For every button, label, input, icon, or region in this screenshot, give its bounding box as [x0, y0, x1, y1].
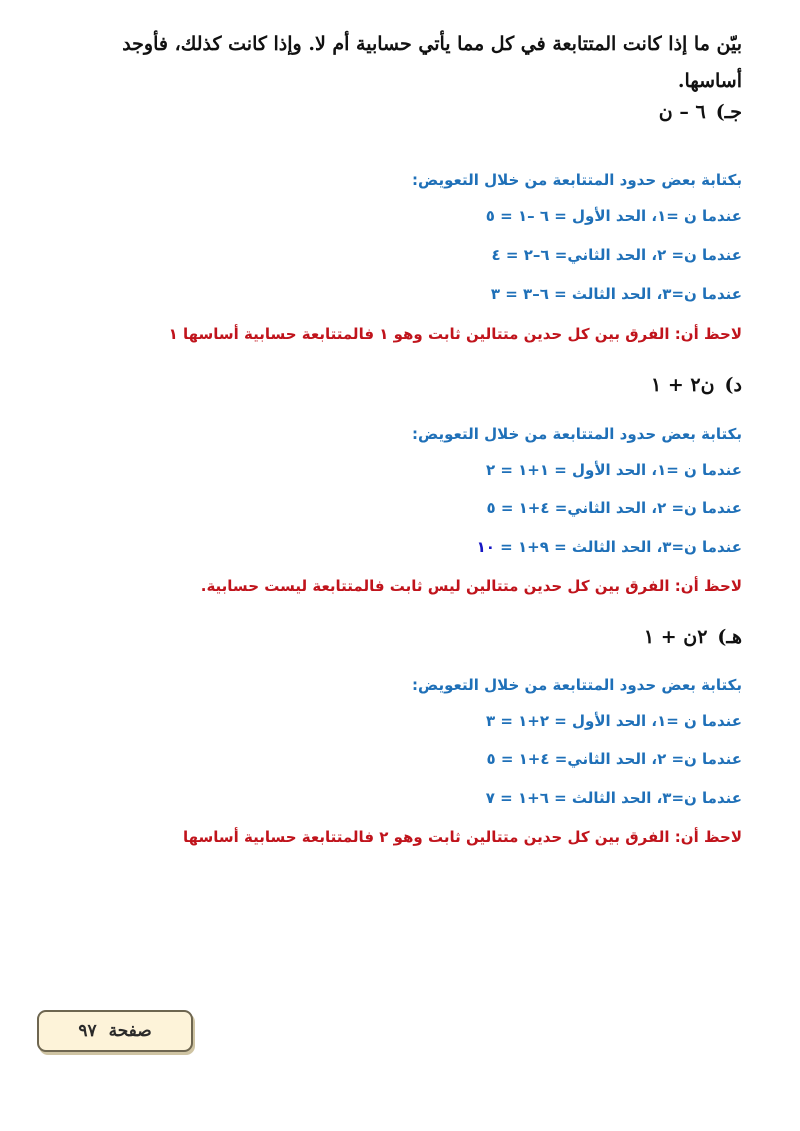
- part-e-note: لاحظ أن: الفرق بين كل حدين متتالين ثابت وهو ٢ فالمتتابعة حسابية أساسها: [182, 828, 742, 846]
- part-d-step-2: عندما ن= ٢، الحد الثاني= ٤+١ = ٥: [486, 499, 742, 517]
- part-c-step-1: عندما ن =١، الحد الأول = ٦ –١ = ٥: [485, 207, 742, 225]
- part-d-expression: ن٢ + ١: [651, 374, 715, 396]
- part-d-step-3: [477, 538, 742, 556]
- part-c-step-3: عندما ن=٣، الحد الثالث = ٦–٣ = ٣: [490, 285, 742, 303]
- part-e-step-1: عندما ن =١، الحد الأول = ٢+١ = ٣: [485, 712, 742, 730]
- part-d-step-3-text: عندما ن=٣، الحد الثالث = ٩+١ =: [494, 538, 742, 556]
- part-c-step-2: عندما ن= ٢، الحد الثاني= ٦–٢ = ٤: [491, 246, 742, 264]
- part-e-step-2: عندما ن= ٢، الحد الثاني= ٤+١ = ٥: [486, 750, 742, 768]
- part-d-step-3-value: ١٠: [476, 538, 495, 556]
- part-d-step-1: عندما ن =١، الحد الأول = ١+١ = ٢: [485, 461, 742, 479]
- part-c-heading: [659, 101, 742, 123]
- part-d-note: لاحظ أن: الفرق بين كل حدين متتالين ليس ثابت فالمتتابعة ليست حسابية.: [200, 577, 742, 595]
- part-e-intro: بكتابة بعض حدود المتتابعة من خلال التعويض:: [412, 676, 742, 694]
- part-d-heading: [651, 374, 742, 396]
- part-c-expression: ٦ – ن: [658, 101, 706, 123]
- part-e-step-3: عندما ن=٣، الحد الثالث = ٦+١ = ٧: [485, 789, 742, 807]
- question-line-2: أساسها.: [677, 70, 742, 92]
- part-c-note: لاحظ أن: الفرق بين كل حدين متتالين ثابت وهو ١ فالمتتابعة حسابية أساسها ١: [168, 325, 742, 343]
- part-e-heading: [644, 626, 742, 648]
- question-line-1: بيّن ما إذا كانت المتتابعة في كل مما يأتي حسابية أم لا. وإذا كانت كذلك، فأوجد: [122, 33, 742, 55]
- part-d-intro: بكتابة بعض حدود المتتابعة من خلال التعويض:: [412, 425, 742, 443]
- part-d-label: د): [724, 374, 742, 396]
- part-e-label: هـ): [717, 626, 742, 648]
- page-number-value: ٩٧: [78, 1021, 97, 1041]
- part-e-expression: ٢ن + ١: [643, 626, 708, 648]
- part-c-label: جـ): [715, 101, 742, 123]
- page-number-badge: [37, 1010, 193, 1052]
- part-c-intro: بكتابة بعض حدود المتتابعة من خلال التعويض:: [412, 171, 742, 189]
- page-number-label: صفحة: [108, 1021, 152, 1041]
